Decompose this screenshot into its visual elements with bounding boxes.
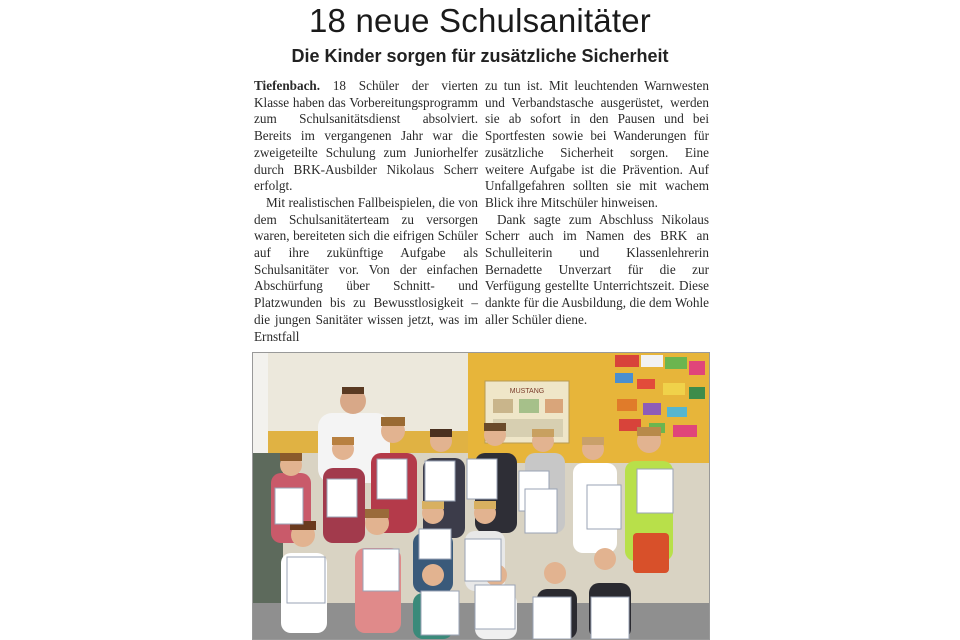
- paragraph: [254, 78, 478, 195]
- dateline: Tiefenbach.: [254, 78, 321, 93]
- poster-text: MUSTANG: [509, 388, 545, 395]
- subheadline: Die Kinder sorgen für zusätzliche Sicherheit: [291, 46, 669, 66]
- group-photo: [252, 352, 710, 640]
- headline: 18 neue Schulsanitäter: [309, 2, 651, 39]
- paragraph-text: 18 Schüler der vierten Klasse haben das Vorbereitungsprogramm zum Schulsanitätsdienst absolviert. Bereits im vergangenen Jahr war die zweigeteilte Schulung zum Juniorhelfer durch BRK-Ausbilder Nikolaus Scherr erfolgt.: [254, 78, 478, 194]
- paragraph: Mit realistischen Fallbeispielen, die von dem Schulsanitäterteam zu versorgen waren, bereiteten sich die eifrigen Schüler auf ihre zukünftige Aufgabe als Schulsanitäter vor. Von der einfachen Abschürfung über Schnitt- und Platzwunden bis zu Bewusstlosigkeit – die jungen Sanitäter wissen jetzt, was im Ernstfall: [254, 194, 478, 344]
- paragraph: zu tun ist. Mit leuchtenden Warnwesten und Verbandstasche ausgerüstet, werden sie ab sofort in den Pausen und bei Sportfesten sowie bei Wanderungen für zusätzliche Sicherheit sorgen. Eine weitere Aufgabe ist die Prävention. Auf Unfallgefahren sollten sie mit wachem Blick ihre Mitschüler hinweisen.: [485, 78, 709, 210]
- article-column-1: [254, 78, 478, 345]
- article-column-2: [485, 78, 709, 329]
- paragraph: Dank sagte zum Abschluss Nikolaus Scherr auch im Namen des BRK an Schulleiterin und Klassenlehrerin Bernadette Unverzart für die zur Verfügung gestellte Unterrichtszeit. Diese dankte für die Ausbildung, die dem Wohle aller Schüler diene.: [485, 211, 709, 327]
